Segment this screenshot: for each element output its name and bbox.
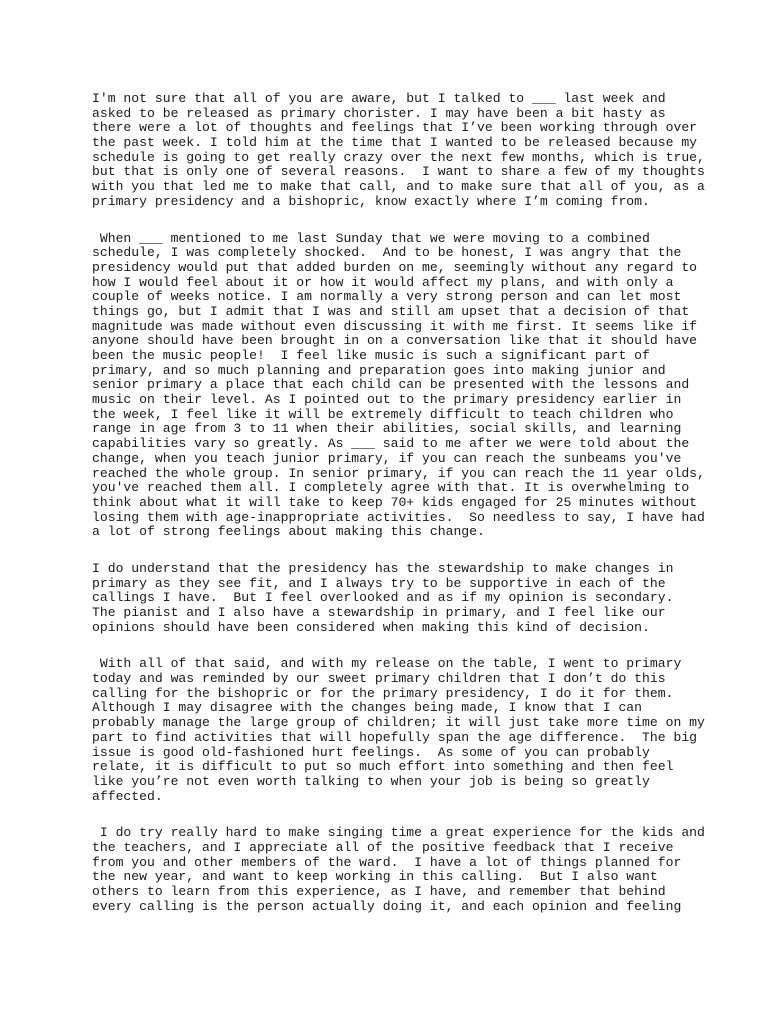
text-line: With all of that said, and with my release on the table, I went to primary [92,656,682,672]
text-line: the week, I feel like it will be extremely difficult to teach children who [92,406,674,422]
text-line: you've reached them all. I completely agree with that. It is overwhelming to [92,480,690,496]
text-line: the past week. I told him at the time that I wanted to be released because my [92,135,698,151]
text-line: opinions should have been considered when making this kind of decision. [92,619,650,635]
text-line: I do try really hard to make singing time a great experience for the kids and [92,825,705,841]
text-line: The pianist and I also have a stewardship in primary, and I feel like our [92,605,666,620]
text-line: primary, and so much planning and preparation goes into making junior and [92,362,666,378]
text-line: schedule is going to get really crazy over the next few months, which is true, [92,149,705,165]
text-line: magnitude was made without even discussing it with me first. It seems like if [92,318,698,334]
text-line: primary as they see fit, and I always try to be supportive in each of the [92,575,666,591]
text-line: part to find activities that will hopefully span the age difference. The big [92,729,698,745]
text-line: the teachers, and I appreciate all of the positive feedback that I receive [92,839,674,855]
text-line: Although I may disagree with the changes being made, I know that I can [92,700,643,716]
text-line: change, when you teach junior primary, if you can reach the sunbeams you've [92,450,682,466]
text-line: asked to be released as primary chorister. I may have been a bit hasty as [92,105,666,121]
text-line: issue is good old-fashioned hurt feelings. As some of you can probably [92,744,650,760]
text-line: music on their level. As I pointed out to the primary presidency earlier in [92,392,682,408]
text-line: When ___ mentioned to me last Sunday that we were moving to a combined [92,230,650,246]
text-line: callings I have. But I feel overlooked and as if my opinion is secondary. [92,590,674,606]
text-line: senior primary a place that each child can be presented with the lessons and [92,377,690,393]
text-line: reached the whole group. In senior primary, if you can reach the 11 year olds, [92,465,705,481]
text-line: think about what it will take to keep 70+ kids engaged for 25 minutes without [92,494,698,510]
text-line: calling for the bishopric or for the primary presidency, I do it for them. [92,685,674,701]
paragraph-1 [92,91,705,210]
text-line: anyone should have been brought in on a conversation like that it should have [92,333,698,349]
text-line: primary presidency and a bishopric, know exactly where I’m coming from. [92,193,650,209]
paragraph-3 [92,562,692,635]
text-line: affected. [92,788,163,804]
text-line: every calling is the person actually doing it, and each opinion and feeling [92,898,682,914]
text-line: losing them with age-inappropriate activities. So needless to say, I have had [92,509,705,525]
text-line: schedule, I was completely shocked. And to be honest, I was angry that the [92,245,682,261]
text-line: relate, it is difficult to put so much effort into something and then feel [92,759,674,775]
text-line: but that is only one of several reasons. I want to share a few of my thoughts [92,164,705,180]
text-line: there were a lot of thoughts and feelings that I’ve been working through over [92,120,698,136]
text-line: things go, but I admit that I was and still am upset that a decision of that [92,303,690,319]
text-line: couple of weeks notice. I am normally a very strong person and can let most [92,289,682,305]
text-line: range in age from 3 to 11 when their abilities, social skills, and learning [92,421,682,437]
paragraph-5 [92,825,705,914]
paragraph-2 [92,230,705,540]
text-line: the new year, and want to keep working in this calling. But I also want [92,869,658,885]
text-line: a lot of strong feelings about making this change. [92,524,485,540]
text-line: capabilities vary so greatly. As ___ said to me after we were told about the [92,436,690,452]
document-body [92,91,705,936]
text-line: with you that led me to make that call, and to make sure that all of you, as a [92,179,705,195]
text-line: today and was reminded by our sweet primary children that I don’t do this [92,671,666,687]
text-line: from you and other members of the ward. I have a lot of things planned for [92,854,682,870]
text-line: others to learn from this experience, as I have, and remember that behind [92,884,666,899]
text-line: I'm not sure that all of you are aware, but I talked to ___ last week and [92,91,666,106]
text-line: I do understand that the presidency has the stewardship to make changes in [92,560,674,576]
text-line: how I would feel about it or how it would affect my plans, and with only a [92,274,674,290]
text-line: probably manage the large group of children; it will just take more time on my [92,715,705,731]
text-line: been the music people! I feel like music is such a significant part of [92,348,650,363]
text-line: like you’re not even worth talking to when your job is being so greatly [92,773,650,789]
text-line: presidency would put that added burden on me, seemingly without any regard to [92,259,698,275]
paragraph-4 [92,656,705,804]
